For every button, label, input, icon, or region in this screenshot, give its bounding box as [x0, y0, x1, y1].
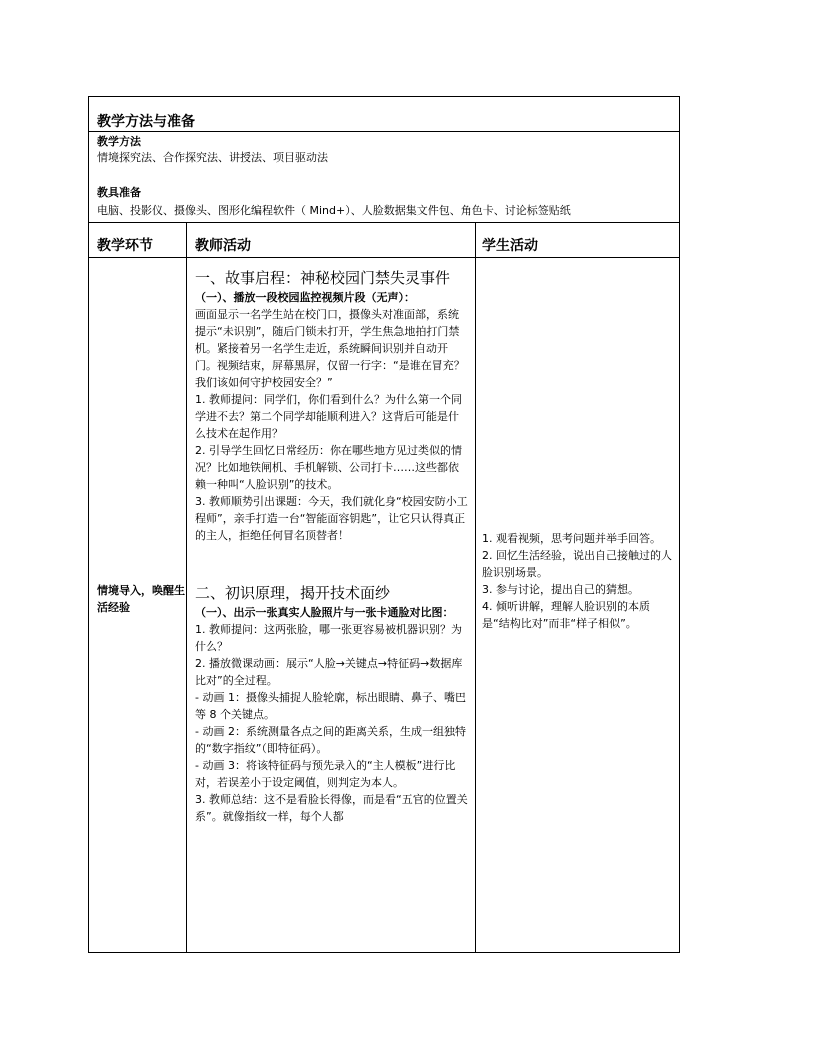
paragraph: 3. 参与讨论，提出自己的猜想。 [482, 583, 639, 596]
paragraph: - 动画 1：摄像头捕捉人脸轮廓，标出眼睛、鼻子、嘴巴等 8 个关键点。 [195, 691, 466, 721]
paragraph: 4. 倾听讲解，理解人脸识别的本质是“结构比对”而非“样子相似”。 [482, 600, 650, 630]
section-title-row [89, 97, 679, 132]
tools-text: 电脑、投影仪、摄像头、图形化编程软件（ Mind+）、人脸数据集文件包、角色卡、讨论标签贴纸 [97, 204, 571, 217]
paragraph: 2. 播放微课动画：展示“人脸→关键点→特征码→数据库比对”的全过程。 [195, 657, 463, 687]
paragraph: 1. 教师提问：同学们，你们看到什么？为什么第一个同学进不去？第二个同学却能顺利进入？这背后可能是什么技术在起作用？ [195, 393, 462, 440]
header-student: 学生活动 [482, 238, 538, 254]
subsection-heading: （一）、出示一张真实人脸照片与一张卡通脸对比图： [195, 606, 454, 619]
column-divider [186, 223, 187, 952]
section-heading: 一、故事启程：神秘校园门禁失灵事件 [195, 269, 451, 287]
header-teacher: 教师活动 [195, 238, 251, 254]
subsection-heading: （一）、播放一段校园监控视频片段（无声）： [195, 291, 415, 304]
paragraph: 2. 引导学生回忆日常经历：你在哪些地方见过类似的情况？比如地铁闸机、手机解锁、公司打卡……这些都依赖一种叫“人脸识别”的技术。 [195, 444, 462, 491]
paragraph: 2. 回忆生活经验，说出自己接触过的人脸识别场景。 [482, 549, 672, 579]
section-title: 教学方法与准备 [97, 114, 195, 130]
teacher-activity-cell [195, 267, 469, 825]
paragraph: 1. 教师提问：这两张脸，哪一张更容易被机器识别？为什么？ [195, 623, 462, 653]
paragraph: 3. 教师总结：这不是看脸长得像，而是看“五官的位置关系”。就像指纹一样，每个人都 [195, 793, 468, 823]
paragraph: - 动画 2：系统测量各点之间的距离关系，生成一组独特的“数字指纹”（即特征码）。 [195, 725, 466, 755]
lesson-plan-table [88, 96, 680, 953]
section-heading: 二、初识原理，揭开技术面纱 [195, 584, 391, 602]
paragraph: - 动画 3：将该特征码与预先录入的“主人模板”进行比对，若误差小于设定阈值，则判定为本人。 [195, 759, 456, 789]
methods-text: 情境探究法、合作探究法、讲授法、项目驱动法 [97, 151, 328, 164]
stage-cell: 情境导入，唤醒生活经验 [97, 584, 185, 614]
paragraph: 画面显示一名学生站在校门口，摄像头对准面部，系统提示“未识别”，随后门锁未打开，学生焦急地拍打门禁机。紧接着另一名学生走近，系统瞬间识别并自动开门。视频结束，屏幕黑屏，仅留一行字：“是谁在冒充？我们该如何守护校园安全？” [195, 308, 465, 389]
paragraph: 1. 观看视频，思考问题并举手回答。 [482, 532, 661, 545]
column-divider [475, 223, 476, 952]
tools-heading: 教具准备 [97, 186, 141, 199]
header-stage: 教学环节 [97, 238, 153, 254]
methods-row [89, 132, 679, 223]
student-activity-cell [482, 530, 672, 632]
paragraph: 3. 教师顺势引出课题：今天，我们就化身“校园安防小工程师”，亲手打造一台“智能面容钥匙”，让它只认得真正的主人，拒绝任何冒名顶替者！ [195, 495, 468, 542]
table-header-row [89, 223, 679, 258]
methods-heading: 教学方法 [97, 135, 141, 148]
